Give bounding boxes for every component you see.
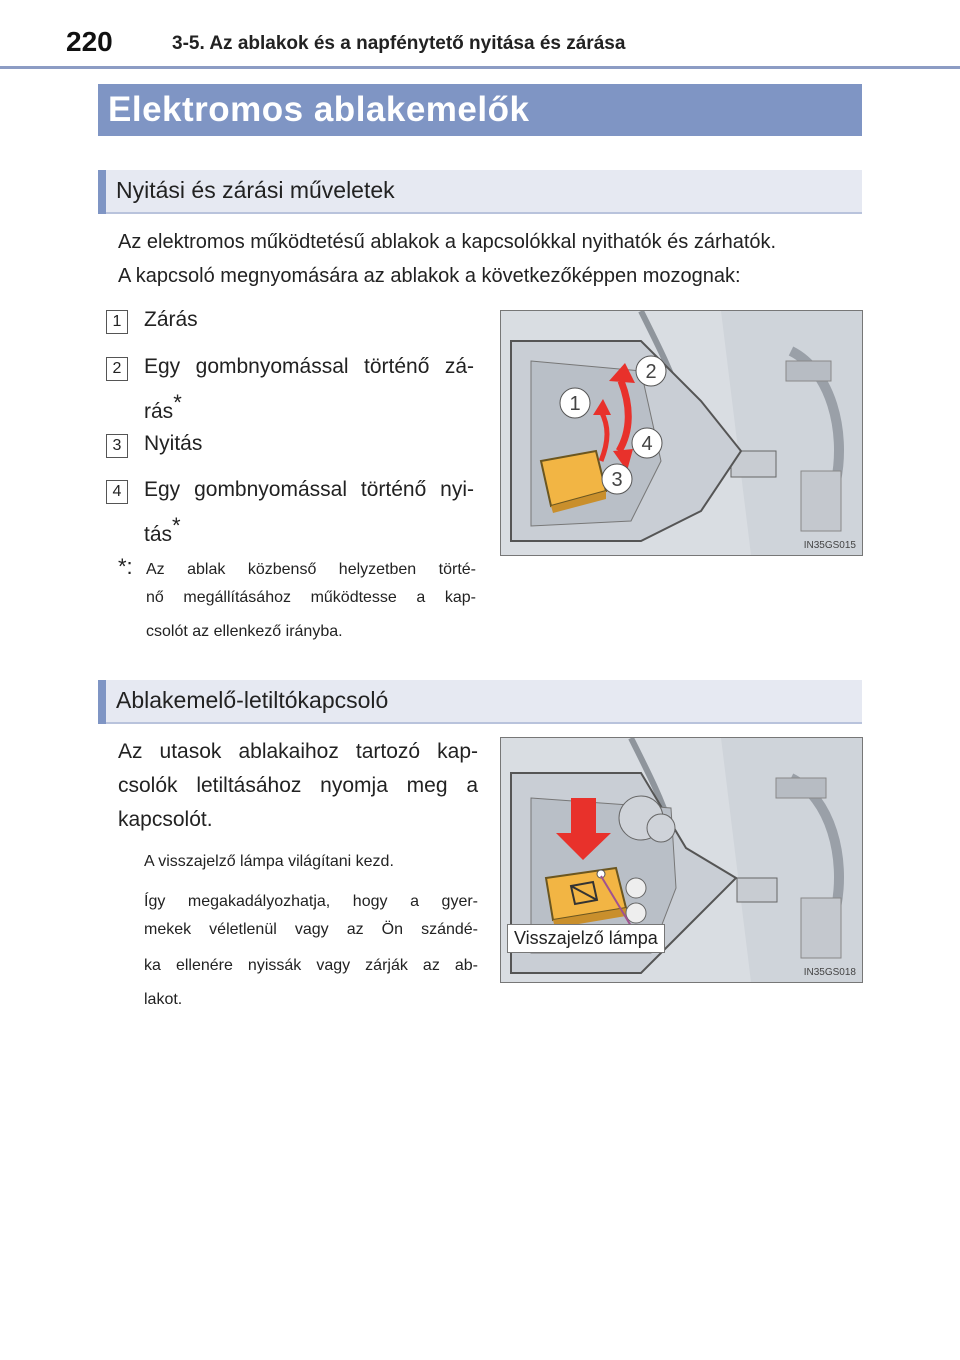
item-text-close: Zárás [144,308,198,331]
asterisk-marker: * [172,513,181,538]
figure-illustration [501,311,862,555]
intro-line-2: A kapcsoló megnyomására az ablakok a következőképpen mozognak: [118,265,741,287]
item-text-auto-close: Egy gombnyomással történő zá- [144,355,474,378]
figure-window-switches [500,310,863,556]
chapter-title: 3-5. Az ablakok és a napfénytető nyitása és zárása [172,33,626,54]
callout-4: 4 [641,433,653,455]
footnote-marker: *: [118,554,133,579]
item-text-auto-open: Egy gombnyomással történő nyi- [144,478,474,501]
callout-2: 2 [645,361,657,383]
item-text-auto-close-cont [144,385,182,430]
lock-body-line-3: kapcsolót. [118,808,213,831]
section-heading-text: Ablakemelő-letiltókapcsoló [116,687,389,713]
section-heading-lock-switch [98,680,862,724]
asterisk-marker: * [173,390,182,415]
item-text-open: Nyitás [144,432,203,455]
section-heading-text: Nyitási és zárási műveletek [116,177,395,203]
item-number-3: 3 [106,434,128,458]
figure-code: IN35GS018 [803,967,856,978]
item-text-auto-close-end: rás [144,400,174,423]
page-number: 220 [66,26,113,57]
callout-1: 1 [569,393,581,415]
footnote-line-3: csolót az ellenkező irányba. [146,623,343,640]
item-number-1: 1 [106,310,128,334]
lock-body-line-2: csolók letiltásához nyomja meg a [118,774,478,797]
footnote-line-1: Az ablak közbenső helyzetben törté- [146,561,476,578]
lock-note-2-line-2: mekek véletlenül vagy az Ön szándé- [144,921,478,938]
lock-note-2-line-4: lakot. [144,991,183,1008]
lock-note-2-line-3: ka ellenére nyissák vagy zárják az ab- [144,957,478,974]
main-title-banner [98,84,862,136]
item-number-2: 2 [106,357,128,381]
lock-note-2-line-1: Így megakadályozhatja, hogy a gyer- [144,893,478,910]
header-divider [0,66,960,69]
lock-body-line-1: Az utasok ablakaihoz tartozó kap- [118,740,478,763]
figure-code: IN35GS015 [803,540,856,551]
item-number-4: 4 [106,480,128,504]
main-title: Elektromos ablakemelők [108,90,530,129]
section-heading-operations [98,170,862,214]
item-text-auto-open-end: tás [144,523,173,546]
item-text-auto-open-cont [144,508,181,553]
footnote-line-2: nő megállításához működtesse a kap- [146,589,476,606]
lock-note-1: A visszajelző lámpa világítani kezd. [144,853,394,870]
indicator-lamp-label: Visszajelző lámpa [507,924,665,953]
intro-line-1: Az elektromos működtetésű ablakok a kapcsolókkal nyithatók és zárhatók. [118,231,777,253]
callout-3: 3 [611,469,623,491]
figure-lock-switch [500,737,863,983]
